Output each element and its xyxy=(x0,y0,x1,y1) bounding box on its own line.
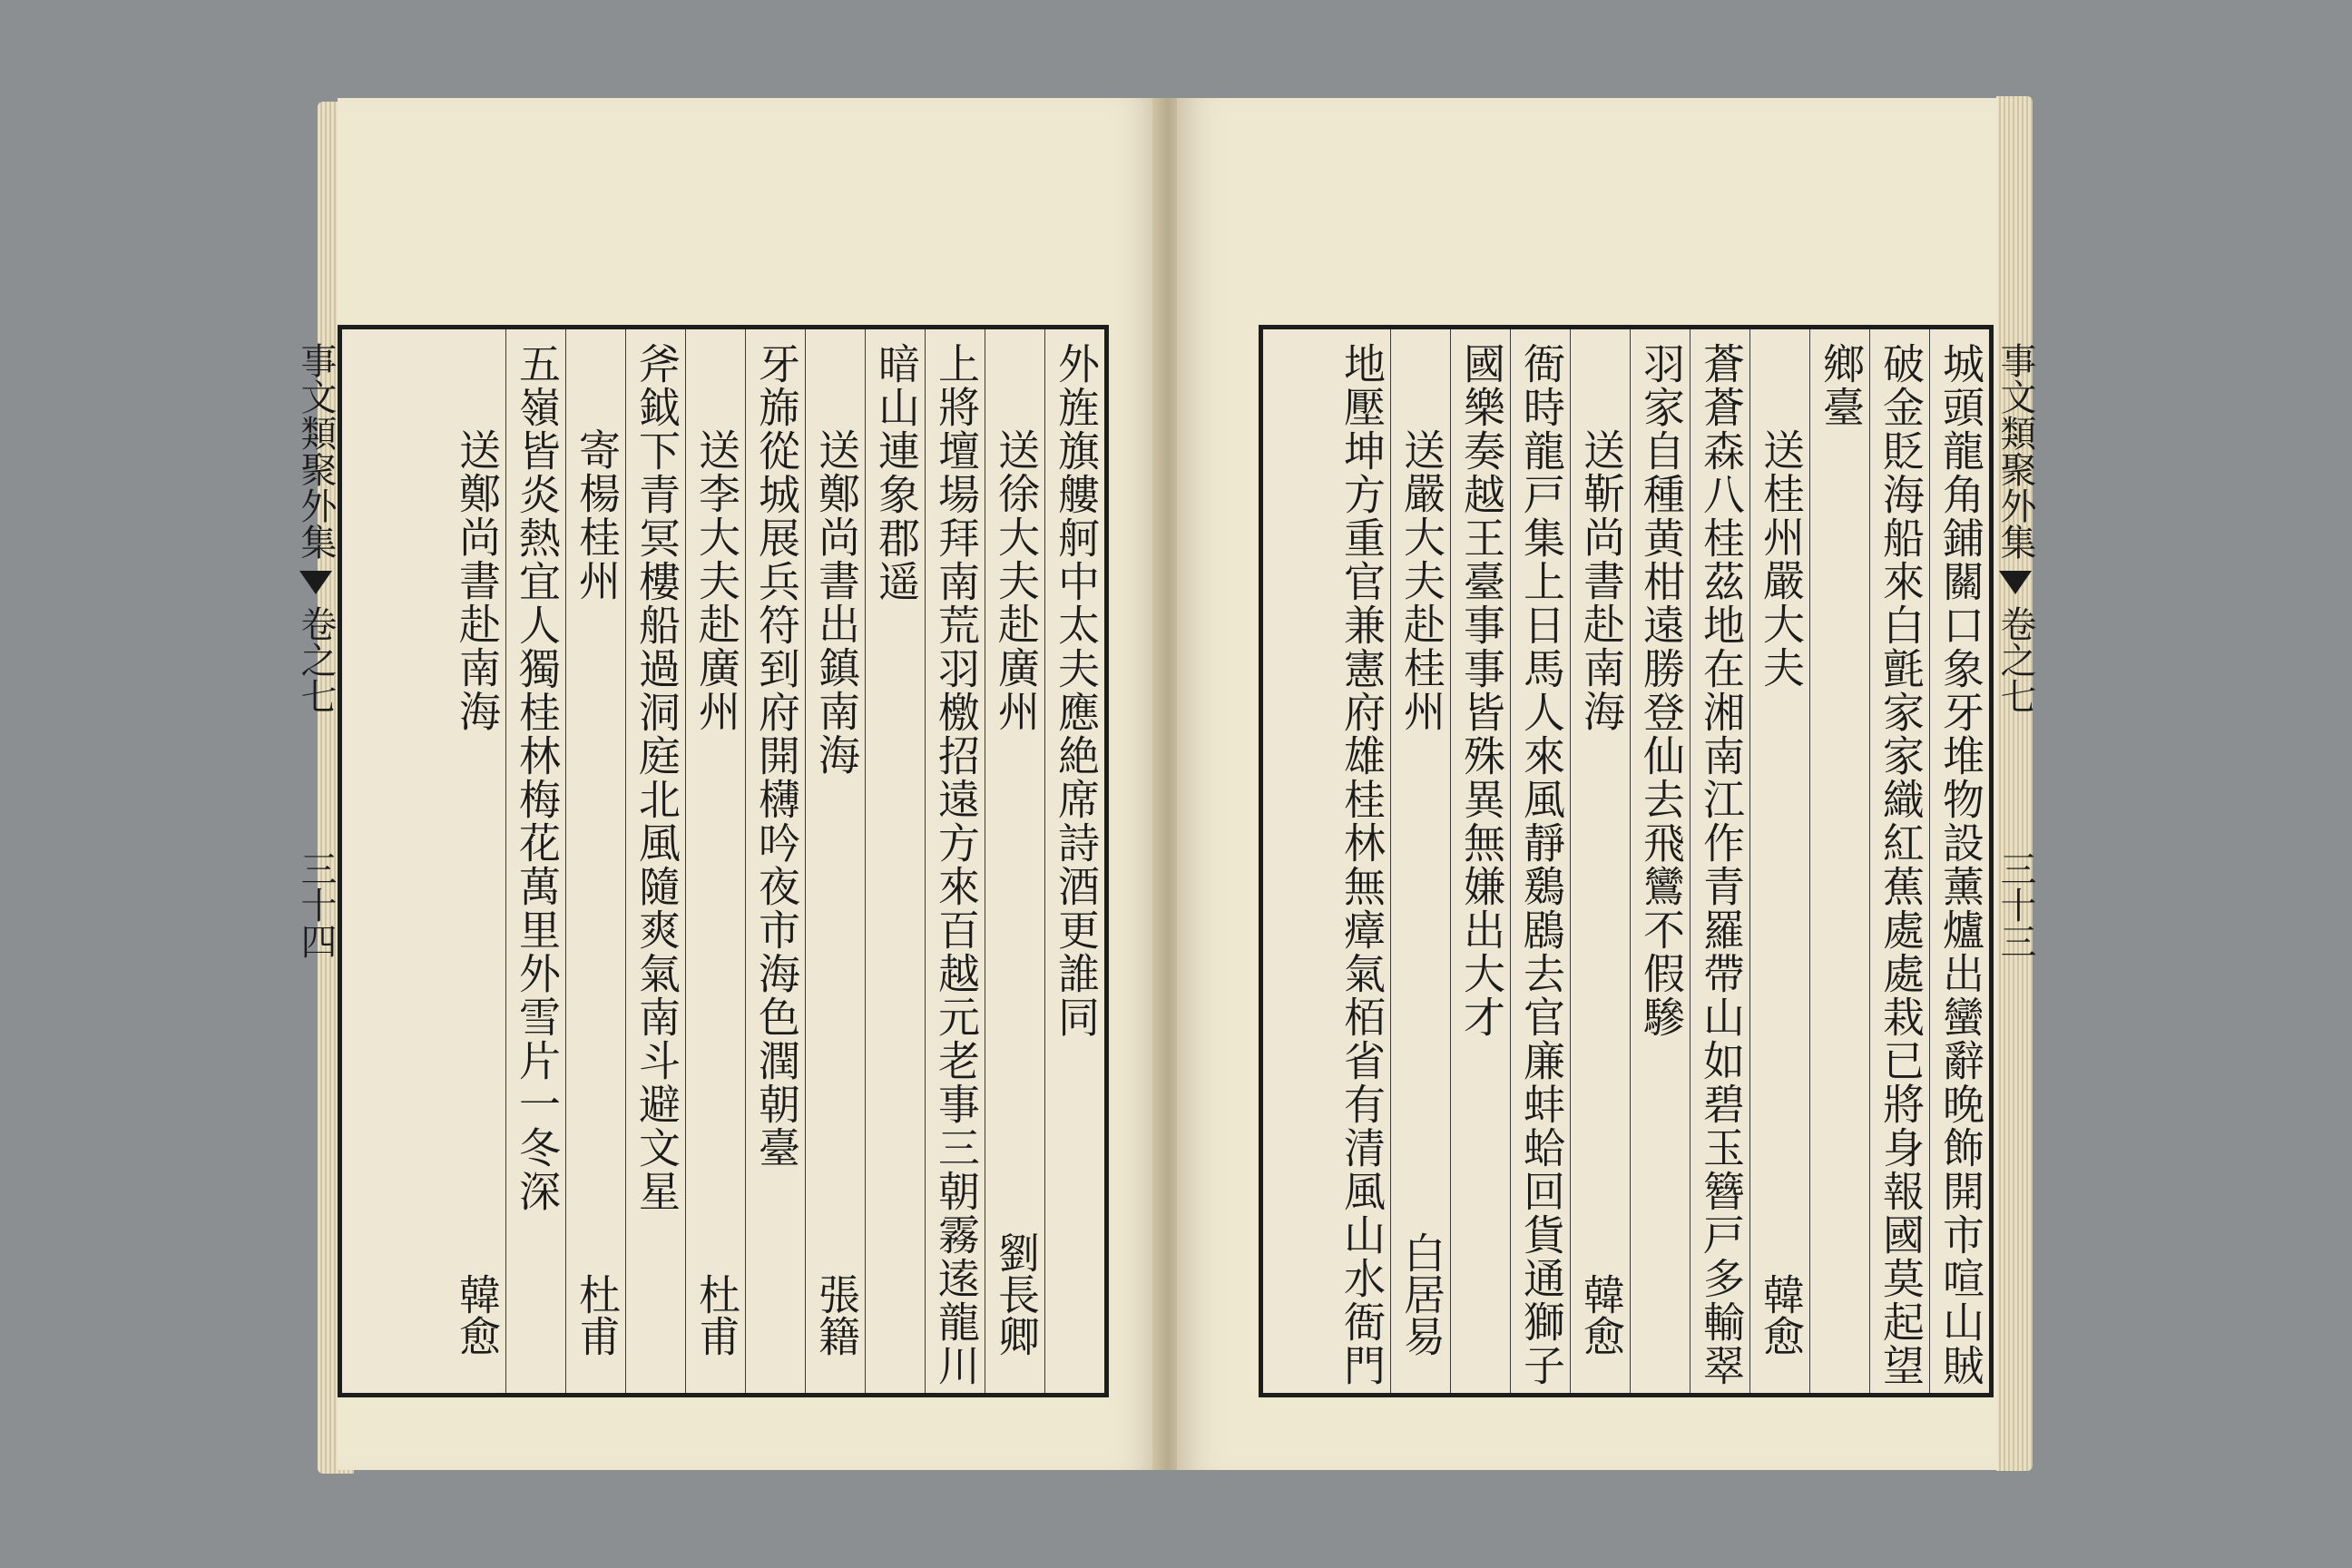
author-name: 韓愈 xyxy=(1577,1273,1626,1357)
right-margin-book-title: 事文類聚外集 xyxy=(1994,342,2036,560)
text-column xyxy=(865,329,925,1393)
poem-line: 破金貶海船來白氈家家織紅蕉處處栽已將身報國莫起望 xyxy=(1877,342,1926,1387)
author-name: 杜甫 xyxy=(573,1273,622,1357)
text-column xyxy=(1510,329,1570,1393)
poem-line: 暗山連象郡遥 xyxy=(872,342,921,603)
text-column xyxy=(1869,329,1929,1393)
right-text-frame xyxy=(1259,325,2036,1397)
text-column xyxy=(745,329,805,1393)
left-margin-volume: 卷之七 xyxy=(295,605,337,714)
text-column xyxy=(1630,329,1690,1393)
poem-line: 地壓坤方重官兼憲府雄桂林無瘴氣栢省有清風山水衙門 xyxy=(1338,342,1387,1387)
fishtail-mark xyxy=(299,571,332,594)
poem-title: 寄楊桂州 xyxy=(573,428,622,603)
poem-line: 牙旆從城展兵符到府開欂吟夜市海色潤朝臺 xyxy=(752,342,801,1170)
poem-line: 國樂奏越王臺事事皆殊異無嫌出大才 xyxy=(1457,342,1506,1039)
poem-line: 鄉臺 xyxy=(1817,342,1866,429)
poem-title: 送鄭尚書出鎮南海 xyxy=(812,428,861,777)
right-page xyxy=(1177,98,2036,1470)
left-margin-title xyxy=(289,329,342,1393)
poem-title: 送徐大夫赴廣州 xyxy=(992,428,1041,733)
poem-line: 蒼蒼森八桂茲地在湘南江作青羅帶山如碧玉簪戸多輸翠 xyxy=(1697,342,1746,1387)
right-margin-page-number: 三十三 xyxy=(1994,850,2036,959)
author-name: 韓愈 xyxy=(1757,1273,1806,1357)
text-column xyxy=(1390,329,1450,1393)
text-column xyxy=(446,329,505,1393)
poem-line: 外旌旗艛舸中太夫應絶席詩酒更誰同 xyxy=(1052,342,1101,1039)
poem-line: 斧鉞下青冥樓船過洞庭北風隨爽氣南斗避文星 xyxy=(632,342,681,1213)
poem-line: 五嶺皆炎熱宜人獨桂林梅花萬里外雪片一冬深 xyxy=(513,342,562,1213)
text-column xyxy=(685,329,745,1393)
poem-line: 衙時龍戸集上日馬人來風靜鶢鶋去官廉蚌蛤回貨通獅子 xyxy=(1517,342,1566,1387)
text-column xyxy=(1570,329,1630,1393)
text-column xyxy=(1450,329,1510,1393)
author-name: 劉長卿 xyxy=(992,1231,1041,1357)
left-margin-book-title: 事文類聚外集 xyxy=(295,342,337,560)
author-name: 韓愈 xyxy=(453,1273,502,1357)
text-column xyxy=(1044,329,1104,1393)
author-name: 白居易 xyxy=(1397,1231,1446,1357)
right-margin-title xyxy=(1989,329,2042,1393)
poem-title: 送靳尚書赴南海 xyxy=(1577,428,1626,733)
author-name: 杜甫 xyxy=(692,1273,741,1357)
text-column xyxy=(985,329,1044,1393)
poem-title: 送嚴大夫赴桂州 xyxy=(1397,428,1446,733)
left-page xyxy=(295,98,1159,1470)
fishtail-mark xyxy=(1999,571,2032,594)
poem-title: 送李大夫赴廣州 xyxy=(692,428,741,733)
poem-title: 送鄭尚書赴南海 xyxy=(453,428,502,733)
left-margin-page-number: 三十四 xyxy=(295,850,337,959)
text-column xyxy=(1690,329,1749,1393)
poem-line: 上將壇場拜南荒羽檄招遠方來百越元老事三朝霧逺龍川 xyxy=(932,342,981,1387)
text-column xyxy=(505,329,565,1393)
text-column xyxy=(1330,329,1390,1393)
text-column xyxy=(625,329,685,1393)
right-margin-volume: 卷之七 xyxy=(1994,605,2036,714)
author-name: 張籍 xyxy=(812,1273,861,1357)
left-text-frame xyxy=(295,325,1109,1397)
text-column xyxy=(1749,329,1809,1393)
poem-title: 送桂州嚴大夫 xyxy=(1757,428,1806,690)
text-column xyxy=(805,329,865,1393)
poem-line: 城頭龍角鋪關口象牙堆物設薰爐出蠻辭晚飾開市喧山賊 xyxy=(1936,342,1985,1387)
poem-line: 羽家自種黄柑遠勝登仙去飛鸞不假驂 xyxy=(1637,342,1686,1039)
text-column xyxy=(1929,329,1989,1393)
text-column xyxy=(565,329,625,1393)
text-column xyxy=(1809,329,1869,1393)
text-column xyxy=(925,329,985,1393)
open-book xyxy=(295,89,2036,1477)
